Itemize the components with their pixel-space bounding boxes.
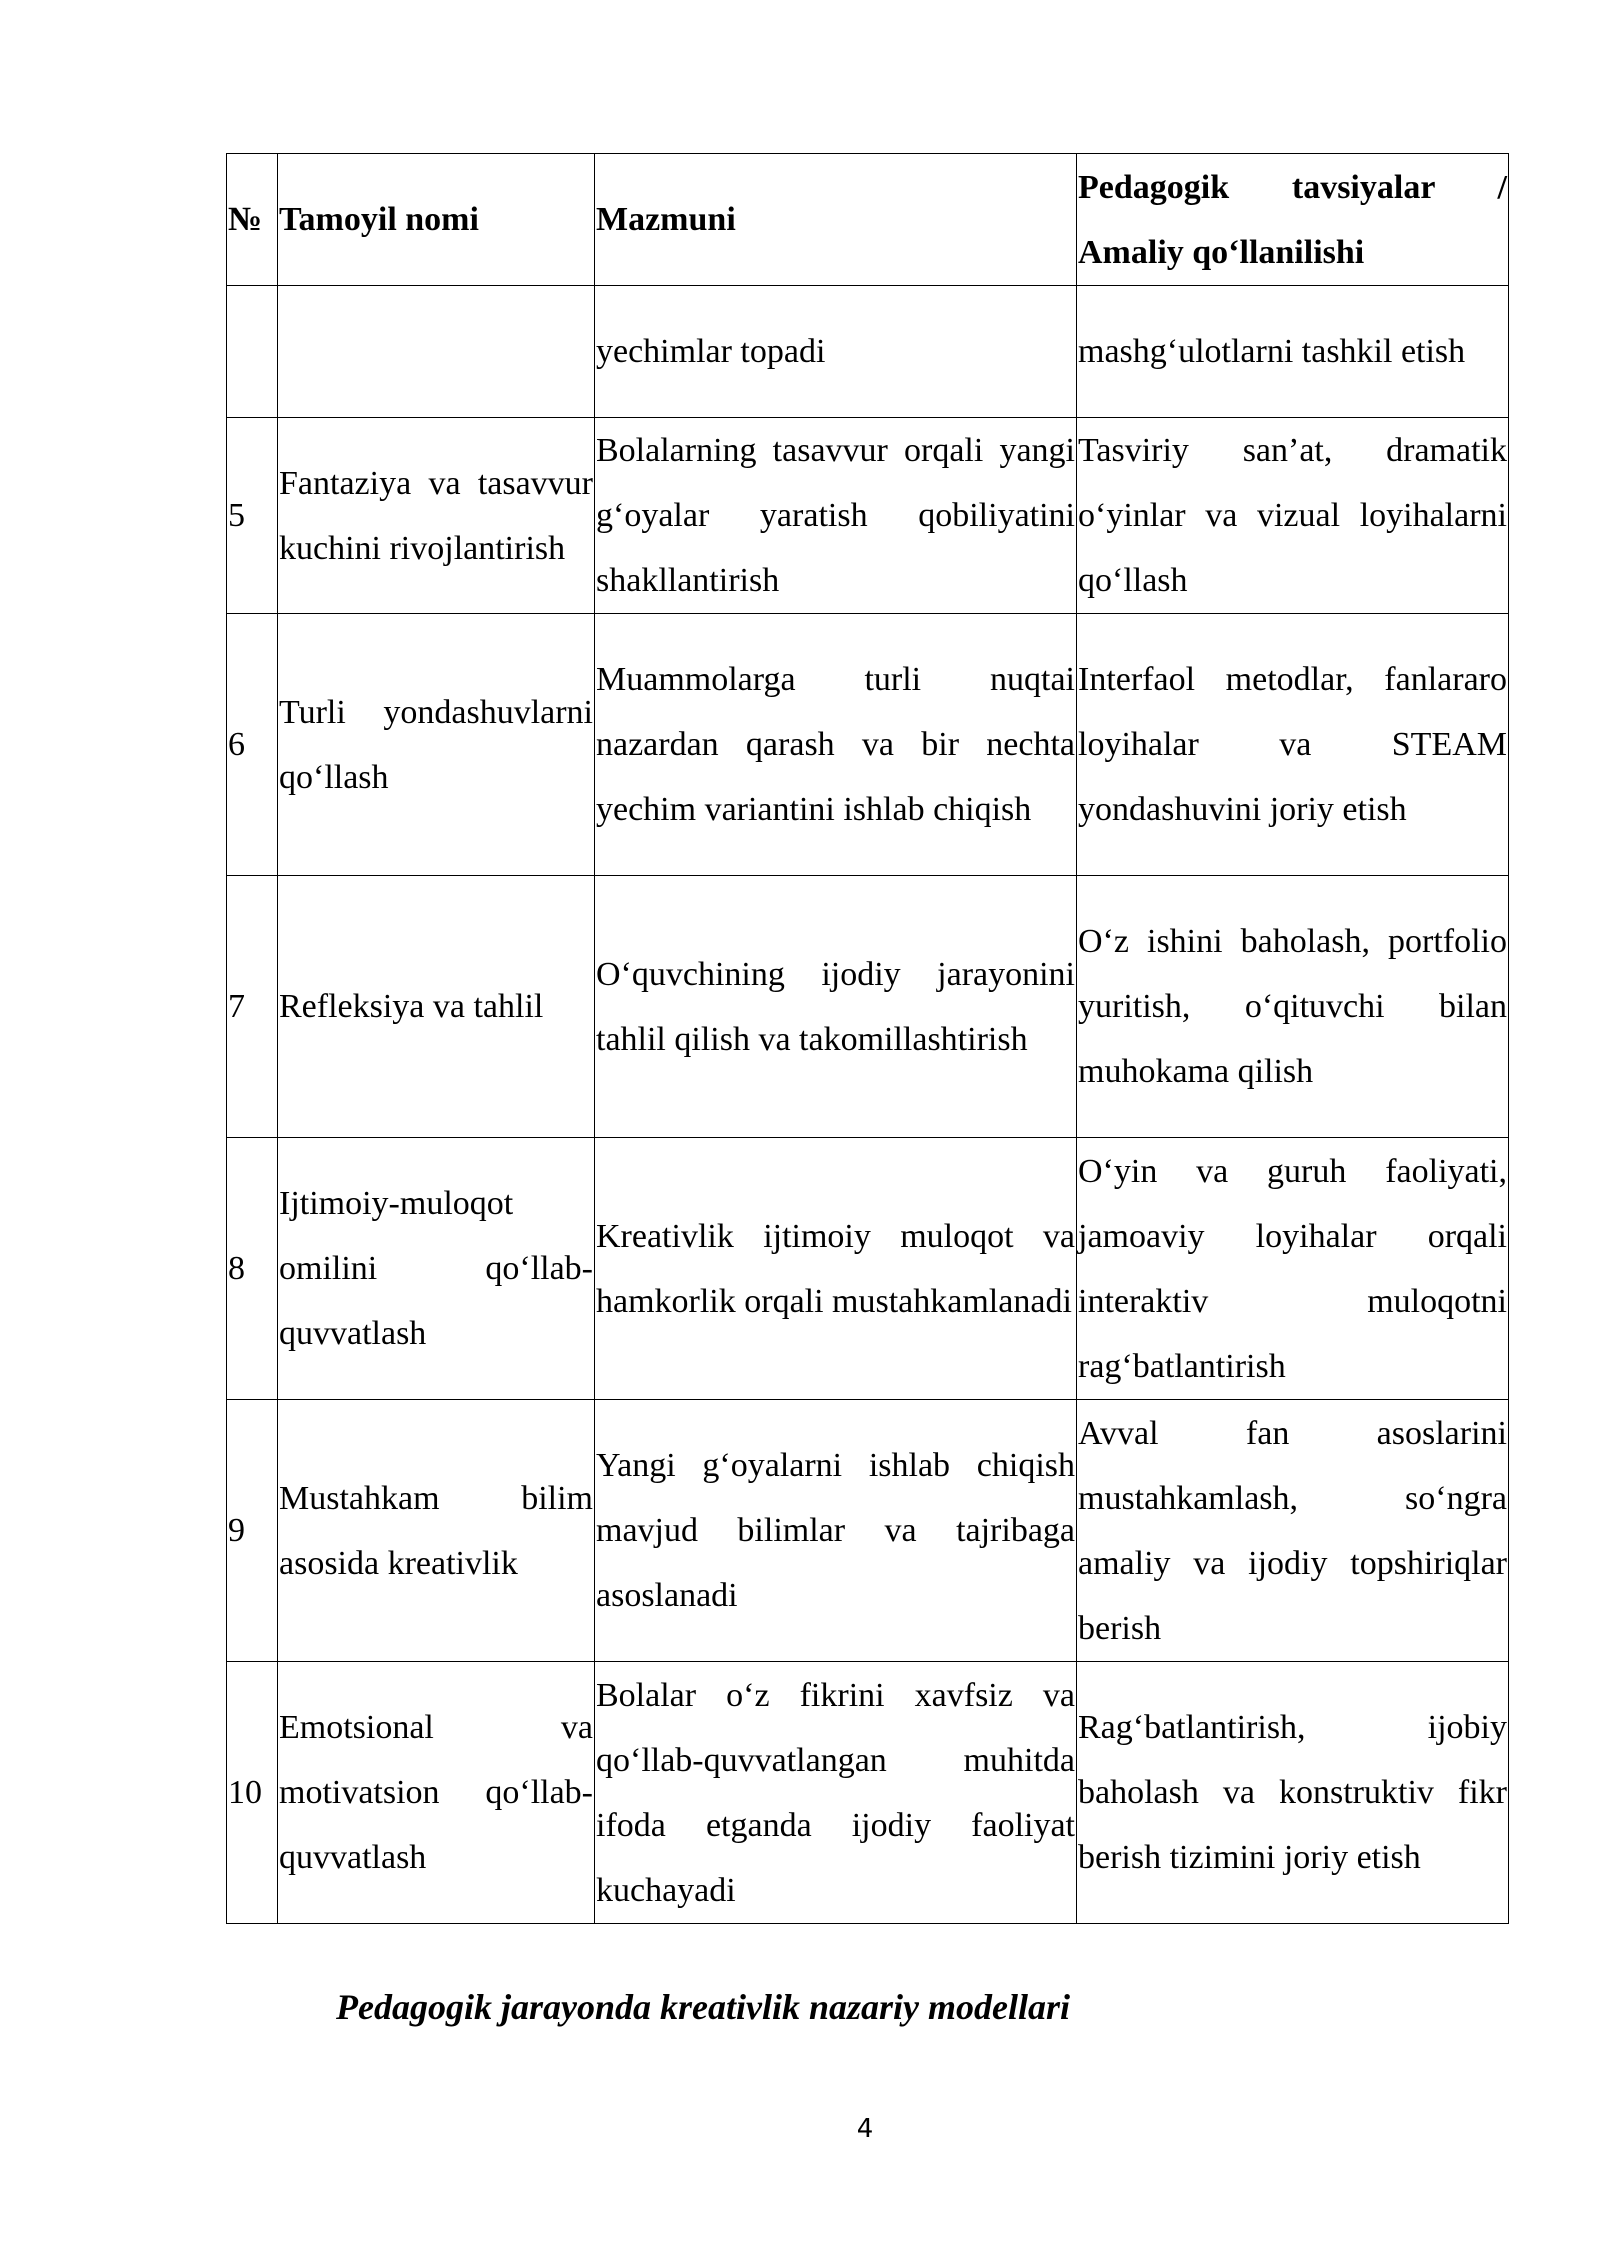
- row-principle-name: Ijtimoiy-muloqot omilini qo‘llab-quvvatlash: [278, 1138, 595, 1400]
- page-number: 4: [856, 2114, 874, 2144]
- header-recommendations: Pedagogik tavsiyalar / Amaliy qo‘llanilishi: [1077, 154, 1509, 286]
- header-content: Mazmuni: [595, 154, 1077, 286]
- row-principle-name: Refleksiya va tahlil: [278, 876, 595, 1138]
- row-principle-name: Fantaziya va tasavvur kuchini rivojlantirish: [278, 418, 595, 614]
- row-content: Kreativlik ijtimoiy muloqot va hamkorlik orqali mustahkamlanadi: [595, 1138, 1077, 1400]
- row-principle-name: Turli yondashuvlarni qo‘llash: [278, 614, 595, 876]
- row-number: 5: [227, 418, 278, 614]
- row-principle-name: Emotsional va motivatsion qo‘llab-quvvatlash: [278, 1662, 595, 1924]
- row-recommendation: Rag‘batlantirish, ijobiy baholash va konstruktiv fikr berish tizimini joriy etish: [1077, 1662, 1509, 1924]
- row-number: 9: [227, 1400, 278, 1662]
- row-content: yechimlar topadi: [595, 286, 1077, 418]
- row-recommendation: O‘z ishini baholash, portfolio yuritish, o‘qituvchi bilan muhokama qilish: [1077, 876, 1509, 1138]
- principles-table-container: [226, 153, 1508, 1924]
- table-row: [227, 876, 1509, 1138]
- principles-table: [226, 153, 1509, 1924]
- row-number: 6: [227, 614, 278, 876]
- section-heading: Pedagogik jarayonda kreativlik nazariy modellari: [336, 1987, 1070, 2027]
- row-recommendation: mashg‘ulotlarni tashkil etish: [1077, 286, 1509, 418]
- row-recommendation: Tasviriy san’at, dramatik o‘yinlar va vizual loyihalarni qo‘llash: [1077, 418, 1509, 614]
- row-principle-name: [278, 286, 595, 418]
- table-row: [227, 1138, 1509, 1400]
- row-recommendation: O‘yin va guruh faoliyati, jamoaviy loyihalar orqali interaktiv muloqotni rag‘batlantirish: [1077, 1138, 1509, 1400]
- row-content: Bolalarning tasavvur orqali yangi g‘oyalar yaratish qobiliyatini shakllantirish: [595, 418, 1077, 614]
- table-row: [227, 1400, 1509, 1662]
- row-number: 7: [227, 876, 278, 1138]
- row-number: 10: [227, 1662, 278, 1924]
- row-recommendation: Avval fan asoslarini mustahkamlash, so‘ngra amaliy va ijodiy topshiriqlar berish: [1077, 1400, 1509, 1662]
- header-number: №: [227, 154, 278, 286]
- row-number: [227, 286, 278, 418]
- table-row: [227, 1662, 1509, 1924]
- row-principle-name: Mustahkam bilim asosida kreativlik: [278, 1400, 595, 1662]
- table-row: [227, 286, 1509, 418]
- table-header-row: [227, 154, 1509, 286]
- table-row: [227, 614, 1509, 876]
- row-content: Muammolarga turli nuqtai nazardan qarash va bir nechta yechim variantini ishlab chiqish: [595, 614, 1077, 876]
- table-row: [227, 418, 1509, 614]
- row-content: Yangi g‘oyalarni ishlab chiqish mavjud bilimlar va tajribaga asoslanadi: [595, 1400, 1077, 1662]
- row-number: 8: [227, 1138, 278, 1400]
- row-content: O‘quvchining ijodiy jarayonini tahlil qilish va takomillashtirish: [595, 876, 1077, 1138]
- row-recommendation: Interfaol metodlar, fanlararo loyihalar va STEAM yondashuvini joriy etish: [1077, 614, 1509, 876]
- row-content: Bolalar o‘z fikrini xavfsiz va qo‘llab-quvvatlangan muhitda ifoda etganda ijodiy faoliyat kuchayadi: [595, 1662, 1077, 1924]
- header-principle-name: Tamoyil nomi: [278, 154, 595, 286]
